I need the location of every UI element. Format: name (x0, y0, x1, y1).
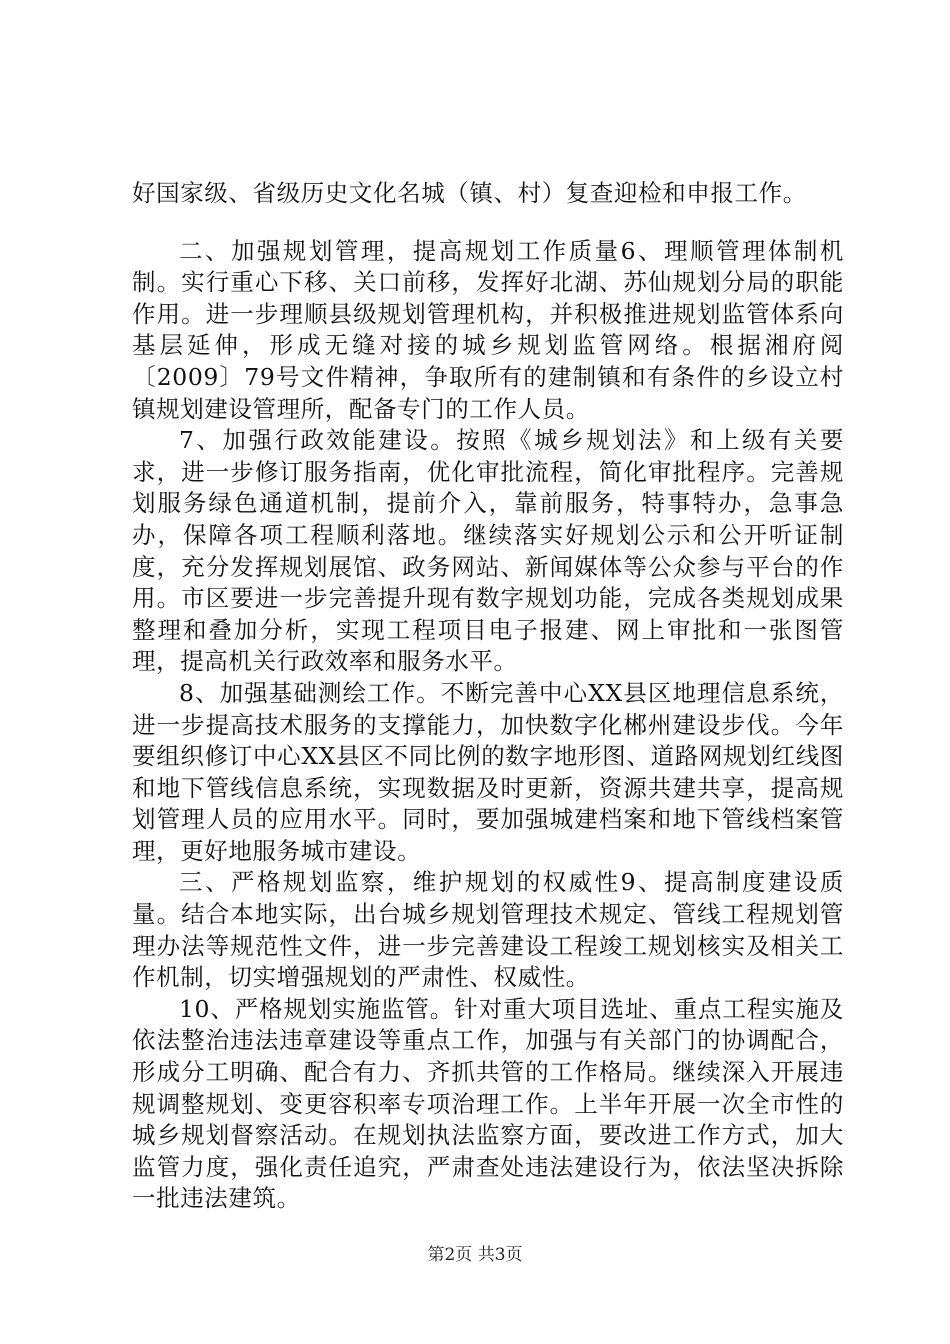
document-body (132, 178, 844, 1215)
paragraph-section-3: 三、严格规划监察，维护规划的权威性9、提高制度建设质量。结合本地实际，出台城乡规划管理技术规定、管线工程规划管理办法等规范性文件，进一步完善建设工程竣工规划核实及相关工作机制，切实增强规划的严肃性、权威性。 (132, 868, 844, 992)
page-number-footer: 第2页 共3页 (427, 1245, 523, 1265)
paragraph-item-8: 8、加强基础测绘工作。不断完善中心XX县区地理信息系统，进一步提高技术服务的支撑能力，加快数字化郴州建设步伐。今年要组织修订中心XX县区不同比例的数字地形图、道路网规划红线图和地下管线信息系统，实现数据及时更新，资源共建共享，提高规划管理人员的应用水平。同时，要加强城建档案和地下管线档案管理，更好地服务城市建设。 (132, 678, 844, 865)
paragraph-item-10: 10、严格规划实施监管。针对重大项目选址、重点工程实施及依法整治违法违章建设等重点工作，加强与有关部门的协调配合，形成分工明确、配合有力、齐抓共管的工作格局。继续深入开展违规调整规划、变更容积率专项治理工作。上半年开展一次全市性的城乡规划督察活动。在规划执法监察方面，要改进工作方式，加大监管力度，强化责任追究，严肃查处违法建设行为，依法坚决拆除一批违法建筑。 (132, 994, 844, 1213)
paragraph-section-2: 二、加强规划管理，提高规划工作质量6、理顺管理体制机制。实行重心下移、关口前移，发挥好北湖、苏仙规划分局的职能作用。进一步理顺县级规划管理机构，并积极推进规划监管体系向基层延伸，形成无缝对接的城乡规划监管网络。根据湘府阅〔2009〕79号文件精神，争取所有的建制镇和有条件的乡设立村镇规划建设管理所，配备专门的工作人员。 (132, 236, 844, 423)
paragraph-continuation: 好国家级、省级历史文化名城（镇、村）复查迎检和申报工作。 (132, 179, 807, 207)
paragraph-item-7: 7、加强行政效能建设。按照《城乡规划法》和上级有关要求，进一步修订服务指南，优化审批流程，简化审批程序。完善规划服务绿色通道机制，提前介入，靠前服务，特事特办，急事急办，保障各项工程顺利落地。继续落实好规划公示和公开听证制度，充分发挥规划展馆、政务网站、新闻媒体等公众参与平台的作用。市区要进一步完善提升现有数字规划功能，完成各类规划成果整理和叠加分析，实现工程项目电子报建、网上审批和一张图管理，提高机关行政效率和服务水平。 (132, 426, 844, 676)
